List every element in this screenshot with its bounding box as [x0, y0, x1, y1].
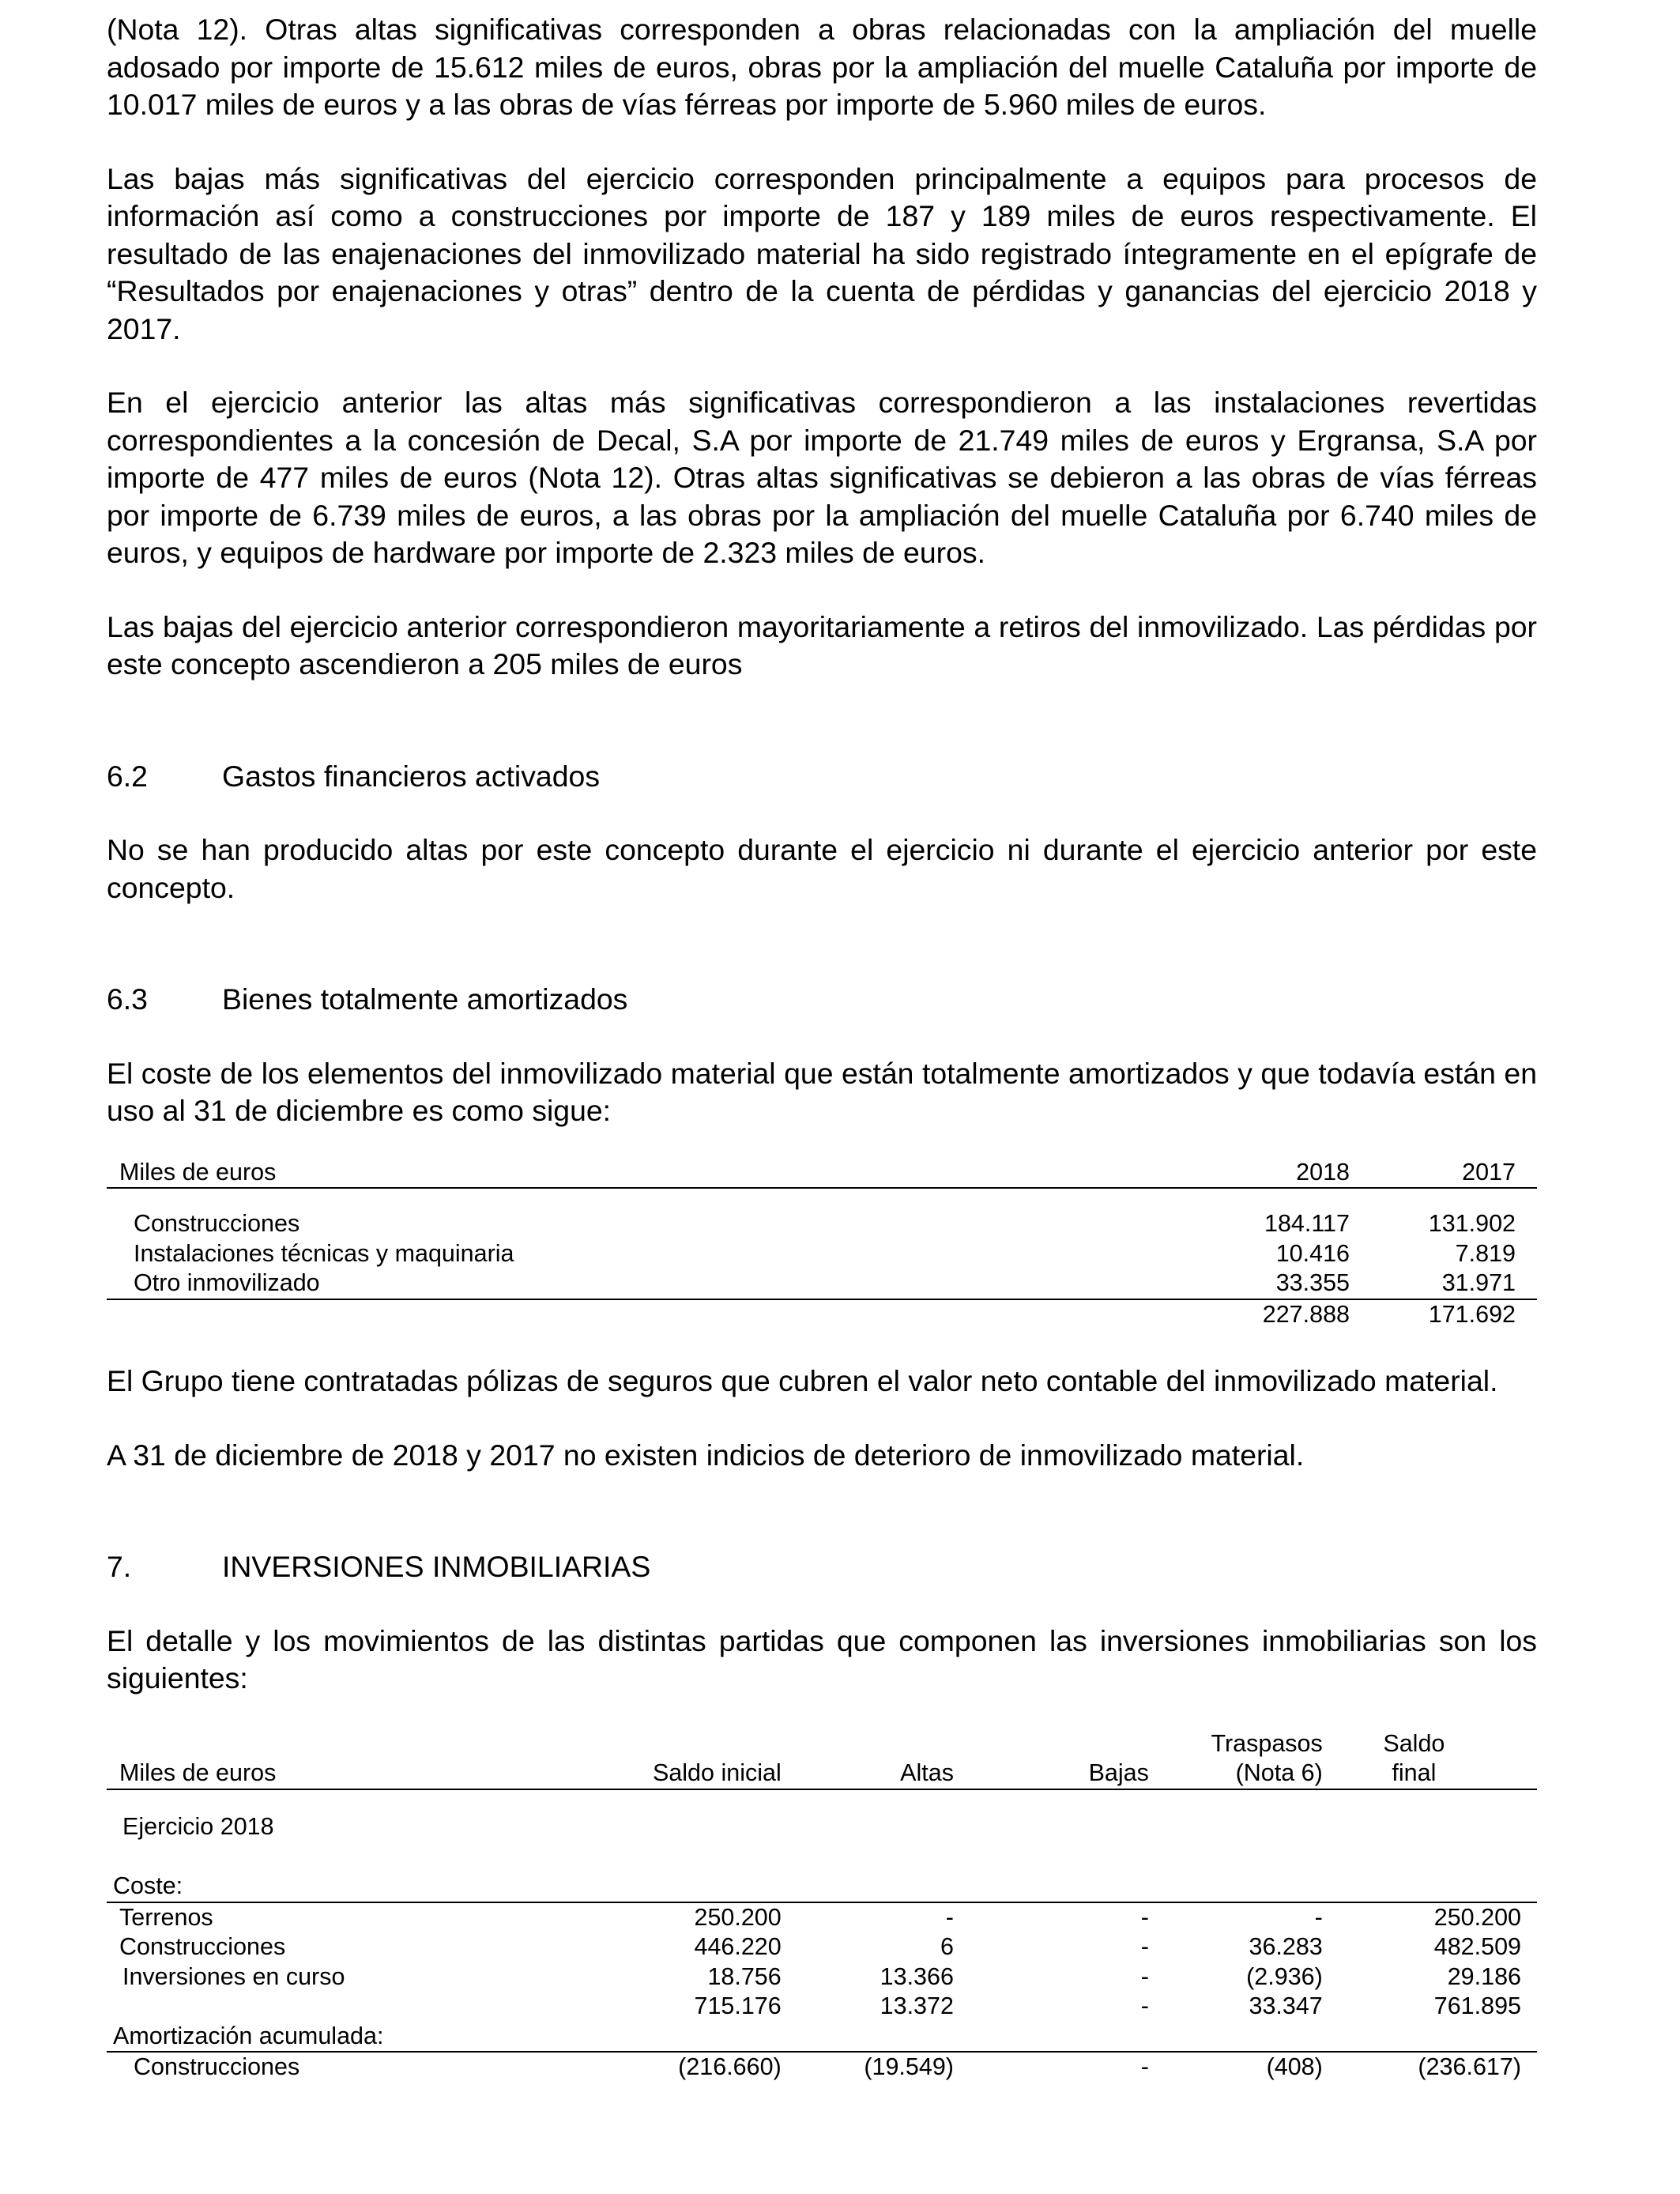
table-subtotal-row: [107, 1992, 1537, 2022]
document-page: [107, 11, 1537, 2083]
traspasos-value: (408): [1266, 2053, 1323, 2080]
header-saldo-final: [1323, 1729, 1537, 1789]
table-row: [107, 1269, 1537, 1299]
value-2017: 131.902: [1428, 1210, 1516, 1237]
altas-value: -: [945, 1903, 954, 1931]
header-year-2017: 2017: [1358, 1158, 1537, 1189]
traspasos-value: -: [1314, 1903, 1323, 1931]
paragraph-coste-amortizados: El coste de los elementos del inmovilizado material que están totalmente amortizados y que todavía están en uso al 31 de diciembre es como sigue:: [107, 1056, 1537, 1127]
section-heading-6-3: [107, 981, 1537, 1019]
table-row: [107, 1209, 1537, 1239]
bajas-value: -: [1140, 1933, 1149, 1960]
total-2018: 227.888: [1262, 1300, 1350, 1328]
table-total-row: [107, 1299, 1537, 1330]
saldo-final-value: 250.200: [1433, 1903, 1521, 1931]
coste-label: Coste:: [107, 1872, 1537, 1902]
saldo-final-value: (236.617): [1418, 2053, 1521, 2080]
bajas-total: -: [1140, 1992, 1149, 2019]
bajas-value: -: [1140, 1903, 1149, 1931]
header-saldo-inicial: Saldo inicial: [578, 1729, 782, 1789]
paragraph-bajas-2017: Las bajas del ejercicio anterior correspondieron mayoritariamente a retiros del inmovilizado. Las pérdidas por este concepto ascendieron a 205 miles de euros: [107, 609, 1537, 680]
section-number: 6.2: [107, 759, 148, 793]
saldo-inicial-value: 250.200: [694, 1903, 782, 1931]
header-year-2018: 2018: [1168, 1158, 1358, 1189]
paragraph-inversiones-detalle: El detalle y los movimientos de las distintas partidas que componen las inversiones inmobiliarias son los siguientes:: [107, 1623, 1537, 1695]
value-2017: 31.971: [1358, 1269, 1537, 1299]
row-label: Construcciones: [119, 1933, 286, 1960]
section-title: Gastos financieros activados: [222, 759, 601, 793]
table-row: [107, 1962, 1537, 1992]
total-2017: 171.692: [1428, 1300, 1516, 1328]
section-heading-6-2: [107, 758, 1537, 796]
value-2018: 184.117: [1264, 1210, 1350, 1237]
amort-label-row: [107, 2022, 1537, 2053]
header-label: Miles de euros: [107, 1158, 1168, 1189]
saldo-final-total: 761.895: [1433, 1992, 1521, 2019]
row-label: Inversiones en curso: [122, 1962, 345, 1990]
altas-total: 13.372: [880, 1992, 954, 2019]
traspasos-value: 36.283: [1249, 1933, 1323, 1960]
paragraph-gastos-financieros: No se han producido altas por este concepto durante el ejercicio ni durante el ejercicio anterior por este concepto.: [107, 833, 1537, 904]
section-heading-7: [107, 1548, 1537, 1586]
traspasos-total: 33.347: [1249, 1992, 1323, 2019]
bajas-value: -: [1140, 2053, 1149, 2080]
paragraph-deterioro: A 31 de diciembre de 2018 y 2017 no existen indicios de deterioro de inmovilizado material.: [107, 1438, 1305, 1472]
table-header-row: [107, 1158, 1537, 1189]
saldo-inicial-value: 18.756: [707, 1962, 782, 1990]
ejercicio-row: [107, 1812, 1537, 1842]
section-title: INVERSIONES INMOBILIARIAS: [222, 1550, 651, 1583]
header-saldo-final-line2: final: [1392, 1759, 1437, 1786]
paragraph-bajas-2018: Las bajas más significativas del ejercicio corresponden principalmente a equipos para procesos de información así como a construcciones por importe de 187 y 189 miles de euros respectivamente. El resultado de las enajenaciones del inmovilizado material ha sido registrado íntegramente en el epígrafe de “Resultados por enajenaciones y otras” dentro de la cuenta de pérdidas y ganancias del ejercicio 2018 y 2017.: [107, 161, 1537, 345]
ejercicio-label: Ejercicio 2018: [122, 1812, 274, 1840]
saldo-inicial-value: (216.660): [678, 2053, 782, 2080]
header-saldo-final-line1: Saldo: [1383, 1729, 1445, 1757]
section-title: Bienes totalmente amortizados: [222, 982, 628, 1016]
table-header-row: [107, 1729, 1537, 1789]
paragraph-altas-2018: (Nota 12). Otras altas significativas corresponden a obras relacionadas con la ampliación del muelle adosado por importe de 15.612 miles de euros, obras por la ampliación del muelle Cataluña por importe de 10.017 miles de euros y a las obras de vías férreas por importe de 5.960 miles de euros.: [107, 13, 1537, 121]
altas-value: 6: [940, 1933, 954, 1960]
saldo-inicial-value: 446.220: [694, 1933, 782, 1960]
header-altas: Altas: [782, 1729, 954, 1789]
coste-label-row: [107, 1872, 1537, 1902]
table-row: [107, 1239, 1537, 1269]
bajas-value: -: [1140, 1962, 1149, 1990]
header-traspasos-line2: (Nota 6): [1235, 1759, 1323, 1786]
value-2018: 33.355: [1168, 1269, 1358, 1299]
saldo-final-value: 29.186: [1447, 1962, 1521, 1990]
table-investment-property-movements: [107, 1729, 1537, 2083]
paragraph-seguros: El Grupo tiene contratadas pólizas de seguros que cubren el valor neto contable del inmovilizado material.: [107, 1364, 1498, 1397]
altas-value: (19.549): [864, 2053, 954, 2080]
section-number: 7.: [107, 1550, 132, 1583]
altas-value: 13.366: [880, 1962, 954, 1990]
saldo-final-value: 482.509: [1433, 1933, 1521, 1960]
row-label: Terrenos: [119, 1903, 213, 1931]
value-2017: 7.819: [1455, 1239, 1516, 1267]
row-label: Construcciones: [134, 1210, 300, 1237]
table-row: [107, 1902, 1537, 1933]
row-label: Otro inmovilizado: [107, 1269, 1168, 1299]
header-traspasos-line1: Traspasos: [1211, 1729, 1323, 1757]
section-number: 6.3: [107, 982, 148, 1016]
amortizacion-label: Amortización acumulada:: [107, 2022, 1537, 2053]
table-row: [107, 2052, 1537, 2083]
header-bajas: Bajas: [954, 1729, 1149, 1789]
header-label: Miles de euros: [107, 1729, 578, 1789]
header-traspasos: [1149, 1729, 1323, 1789]
saldo-inicial-total: 715.176: [694, 1992, 782, 2019]
value-2018: 10.416: [1275, 1239, 1350, 1267]
traspasos-value: (2.936): [1246, 1962, 1323, 1990]
row-label: Construcciones: [134, 2053, 300, 2080]
row-label: Instalaciones técnicas y maquinaria: [134, 1239, 514, 1267]
table-row: [107, 1932, 1537, 1962]
table-fully-amortized-assets: [107, 1158, 1537, 1330]
paragraph-altas-2017: En el ejercicio anterior las altas más significativas correspondieron a las instalaciones revertidas correspondientes a la concesión de Decal, S.A por importe de 21.749 miles de euros y Ergransa, S.A por importe de 477 miles de euros (Nota 12). Otras altas significativas se debieron a las obras de vías férreas por importe de 6.739 miles de euros, a las obras por la ampliación del muelle Cataluña por 6.740 miles de euros, y equipos de hardware por importe de 2.323 miles de euros.: [107, 386, 1537, 569]
